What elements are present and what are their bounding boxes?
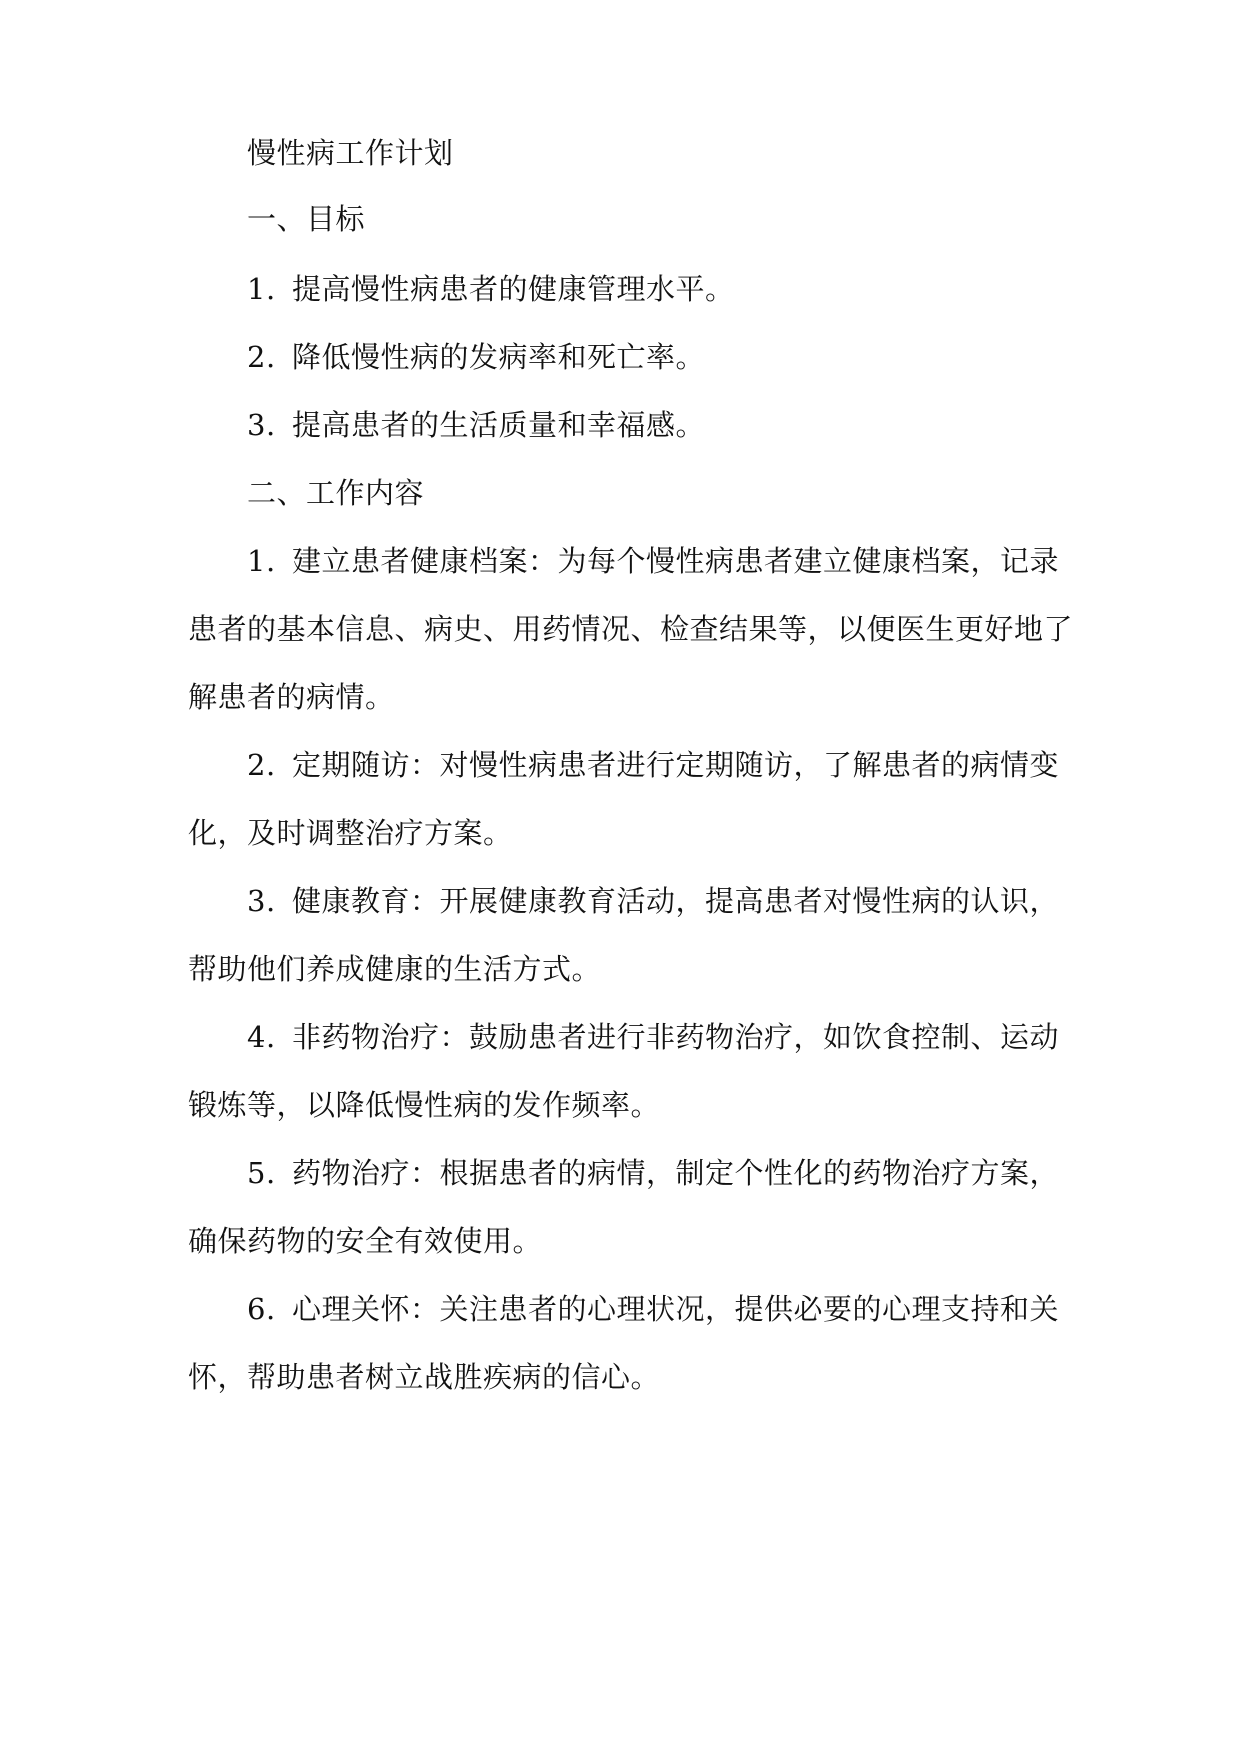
item-number: 3. [247, 408, 276, 442]
item-number: 3. [247, 884, 276, 918]
list-item [247, 405, 1127, 445]
item-number: 5. [247, 1156, 276, 1190]
paragraph-line: 确保药物的安全有效使用。 [188, 1224, 543, 1258]
item-number: 2. [247, 340, 276, 374]
item-text: 降低慢性病的发病率和死亡率。 [292, 340, 706, 374]
paragraph-line: 帮助他们养成健康的生活方式。 [188, 952, 602, 986]
paragraph-first-line [247, 1153, 1127, 1193]
item-number: 1. [247, 272, 276, 306]
paragraph-first-line [247, 541, 1127, 581]
item-text: 健康教育：开展健康教育活动，提高患者对慢性病的认识， [292, 884, 1060, 918]
item-text: 心理关怀：关注患者的心理状况，提供必要的心理支持和关 [292, 1292, 1060, 1326]
list-item [247, 337, 1127, 377]
item-text: 药物治疗：根据患者的病情，制定个性化的药物治疗方案， [292, 1156, 1060, 1190]
paragraph-first-line [247, 881, 1127, 921]
paragraph-line: 怀，帮助患者树立战胜疾病的信心。 [188, 1360, 661, 1394]
item-text: 提高慢性病患者的健康管理水平。 [292, 272, 735, 306]
document-title: 慢性病工作计划 [247, 136, 454, 170]
paragraph-line: 锻炼等，以降低慢性病的发作频率。 [188, 1088, 661, 1122]
paragraph-first-line [247, 745, 1127, 785]
item-number: 6. [247, 1292, 276, 1326]
item-text: 非药物治疗：鼓励患者进行非药物治疗，如饮食控制、运动 [292, 1020, 1060, 1054]
item-text: 定期随访：对慢性病患者进行定期随访，了解患者的病情变 [292, 748, 1060, 782]
item-text: 建立患者健康档案：为每个慢性病患者建立健康档案，记录 [292, 544, 1060, 578]
item-number: 4. [247, 1020, 276, 1054]
paragraph-line: 化，及时调整治疗方案。 [188, 816, 513, 850]
paragraph-first-line [247, 1289, 1127, 1329]
item-number: 1. [247, 544, 276, 578]
item-number: 2. [247, 748, 276, 782]
item-text: 提高患者的生活质量和幸福感。 [292, 408, 706, 442]
section-heading: 二、工作内容 [247, 476, 425, 510]
section-heading: 一、目标 [247, 202, 366, 236]
list-item [247, 269, 1127, 309]
paragraph-line: 解患者的病情。 [188, 680, 395, 714]
paragraph-first-line [247, 1017, 1127, 1057]
paragraph-line: 患者的基本信息、病史、用药情况、检查结果等，以便医生更好地了 [188, 612, 1074, 646]
